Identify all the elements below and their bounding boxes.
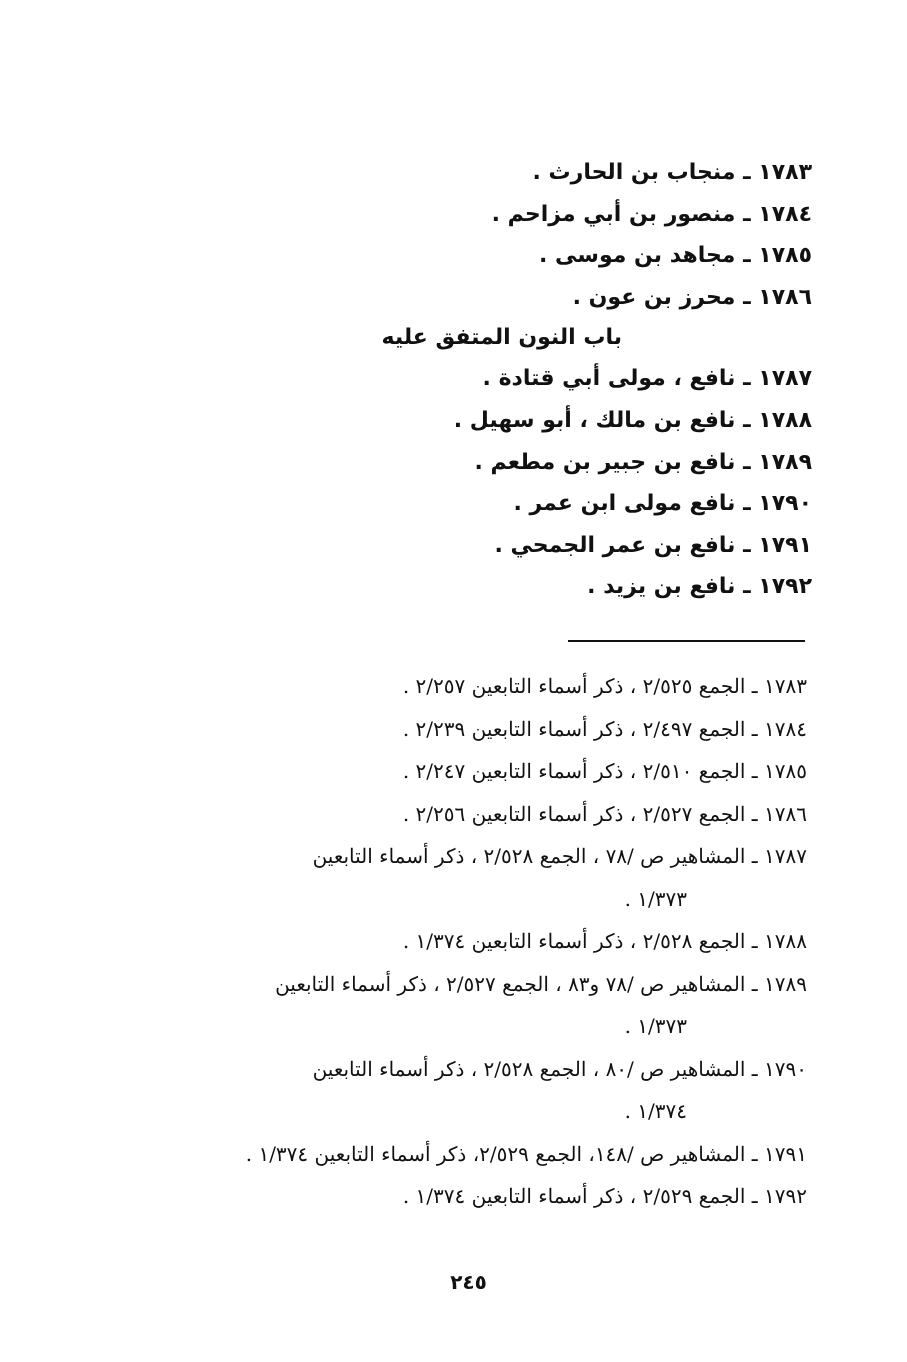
footnote-text: ١٧٨٤ ـ الجمع ٢/٤٩٧ ، ذكر أسماء التابعين ٢/٢٣٩ . [402, 716, 807, 741]
footnote [118, 793, 807, 836]
footnote-continuation: ١/٣٧٣ . [624, 1014, 687, 1038]
entry-line: ١٧٨٥ ـ مجاهد بن موسى . [539, 243, 812, 269]
footnote-text: ١٧٨٣ ـ الجمع ٢/٥٢٥ ، ذكر أسماء التابعين ٢/٢٥٧ . [402, 674, 807, 698]
entry-line: ١٧٨٩ ـ نافع بن جبير بن مطعم . [474, 449, 812, 475]
footnote-text: ١٧٨٨ ـ الجمع ٢/٥٢٨ ، ذكر أسماء التابعين ١/٣٧٤ . [402, 929, 807, 953]
footnote [118, 1175, 807, 1218]
entry-line: ١٧٨٦ ـ محرز بن عون . [572, 284, 812, 310]
entry-line: ١٧٨٧ ـ نافع ، مولى أبي قتادة . [482, 366, 812, 392]
footnote [118, 750, 807, 793]
footnote [118, 920, 807, 963]
footnote [118, 963, 807, 1048]
entry-line: ١٧٨٨ ـ نافع بن مالك ، أبو سهيل . [453, 407, 812, 433]
entry-line: ١٧٩١ ـ نافع بن عمر الجمحي . [494, 532, 812, 558]
page-number: ٢٤٥ [450, 1270, 487, 1294]
footnote-text: ١٧٨٥ ـ الجمع ٢/٥١٠ ، ذكر أسماء التابعين ٢/٢٤٧ . [402, 759, 807, 783]
footnotes-list [118, 665, 807, 1218]
footnote [118, 665, 807, 708]
footnote-continuation: ١/٣٧٣ . [624, 886, 687, 911]
entry-line: ١٧٩٠ ـ نافع مولى ابن عمر . [513, 491, 812, 517]
section-heading: باب النون المتفق عليه [381, 325, 622, 351]
footnote [118, 1048, 807, 1133]
footnote [118, 835, 807, 920]
entries-list [292, 152, 812, 608]
footnote-text: ١٧٨٩ ـ المشاهير ص /٧٨ و٨٣ ، الجمع ٢/٥٢٧ ، ذكر أسماء التابعين [275, 971, 807, 996]
footnote [118, 708, 807, 751]
footnote-text: ١٧٨٦ ـ الجمع ٢/٥٢٧ ، ذكر أسماء التابعين ٢/٢٥٦ . [402, 801, 807, 826]
entry-line: ١٧٨٤ ـ منصور بن أبي مزاحم . [491, 201, 812, 227]
footnote-text: ١٧٨٧ ـ المشاهير ص /٧٨ ، الجمع ٢/٥٢٨ ، ذكر أسماء التابعين [312, 844, 807, 868]
footnote-text: ١٧٩٢ ـ الجمع ٢/٥٢٩ ، ذكر أسماء التابعين ١/٣٧٤ . [402, 1184, 807, 1208]
footnote [118, 1133, 807, 1176]
entry-line: ١٧٨٣ ـ منجاب بن الحارث . [532, 160, 812, 185]
footnote-text: ١٧٩١ ـ المشاهير ص /١٤٨، الجمع ٢/٥٢٩، ذكر أسماء التابعين ١/٣٧٤ . [245, 1141, 807, 1166]
footnote-text: ١٧٩٠ ـ المشاهير ص /٨٠ ، الجمع ٢/٥٢٨ ، ذكر أسماء التابعين [312, 1056, 807, 1081]
footnote-separator [568, 640, 805, 642]
footnote-continuation: ١/٣٧٤ . [624, 1099, 687, 1123]
entry-line: ١٧٩٢ ـ نافع بن يزيد . [587, 574, 812, 600]
